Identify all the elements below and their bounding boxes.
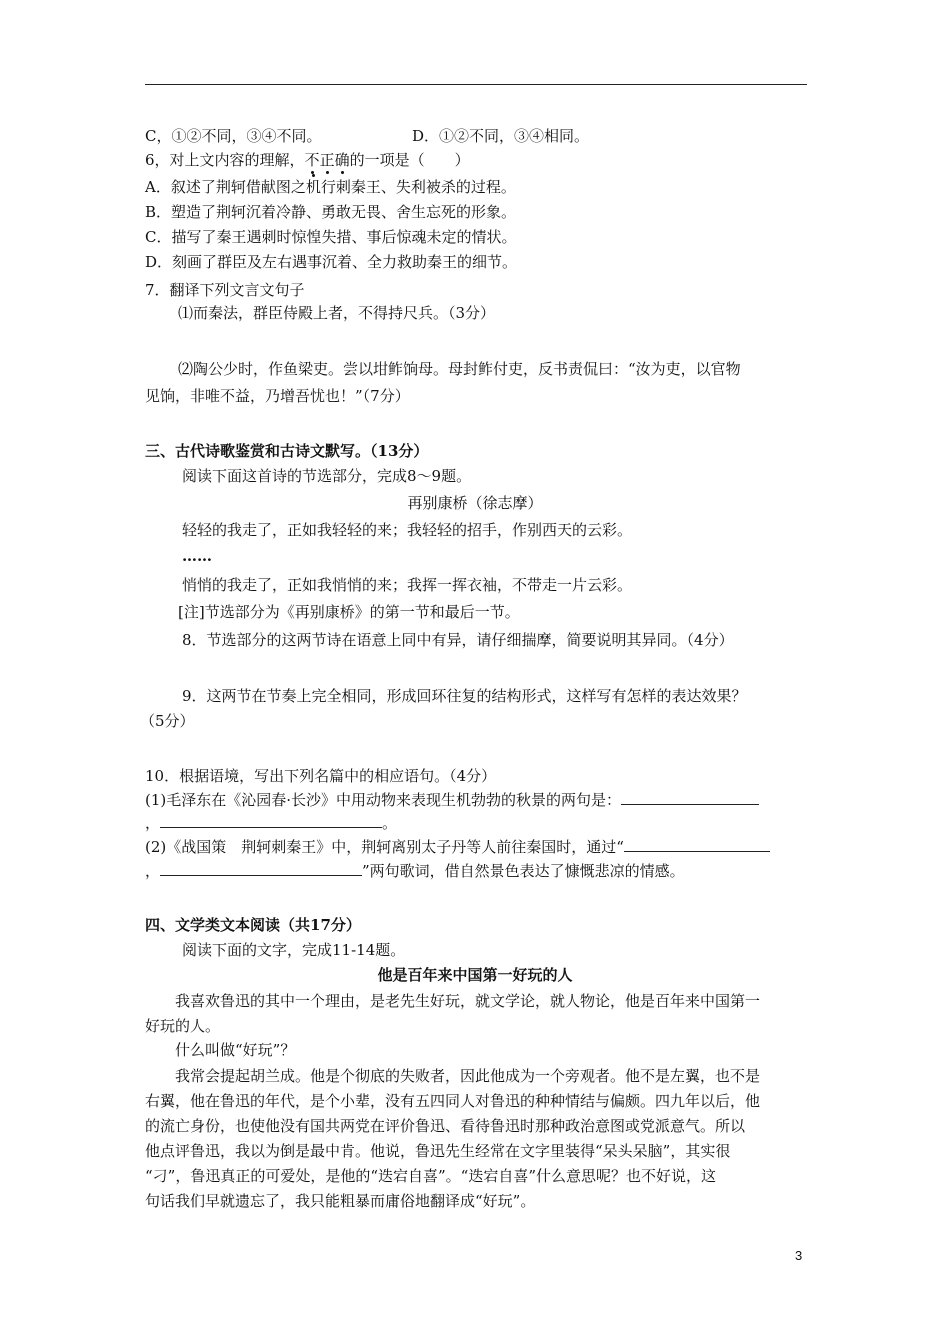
option-c: C，①②不同，③④不同。 xyxy=(145,127,322,145)
q6-option-a: A．叙述了荆轲借献图之机行刺秦王、失利被杀的过程。 xyxy=(145,178,516,196)
q10-item-2-cont: ， ”两句歌词，借自然景色表达了慷慨悲凉的情感。 xyxy=(145,862,685,880)
article-paragraph-3: 我常会提起胡兰成。他是个彻底的失败者，因此他成为一个旁观者。他不是左翼，也不是 xyxy=(175,1067,761,1085)
article-paragraph-2: 什么叫做“好玩”？ xyxy=(175,1041,296,1059)
q7-item-2-cont: 见饷，非唯不益，乃增吾忧也！”（7分） xyxy=(145,387,410,405)
section-3-instruction: 阅读下面这首诗的节选部分，完成8～9题。 xyxy=(182,467,472,485)
q6-option-c: C．描写了秦王遇刺时惊惶失措、事后惊魂未定的情状。 xyxy=(145,228,517,246)
poem-note: [注]节选部分为《再别康桥》的第一节和最后一节。 xyxy=(178,603,520,621)
question-9: 9．这两节在节奏上完全相同，形成回环往复的结构形式，这样写有怎样的表达效果？ xyxy=(182,687,747,705)
poem-line-1: 轻轻的我走了，正如我轻轻的来；我轻轻的招手，作别西天的云彩。 xyxy=(182,521,633,539)
section-4-heading: 四、文学类文本阅读（共17分） xyxy=(145,916,361,934)
q7-item-2: ⑵陶公少时，作鱼梁吏。尝以坩鲊饷母。母封鲊付吏，反书责侃曰：“汝为吏，以官物 xyxy=(178,360,741,378)
q6-option-d: D．刻画了群臣及左右遇事沉着、全力救助秦王的细节。 xyxy=(145,253,518,271)
poem-title: 再别康桥（徐志摩） xyxy=(407,494,543,512)
article-title: 他是百年来中国第一好玩的人 xyxy=(377,966,573,984)
article-paragraph-3-cont: 他点评鲁迅，我以为倒是最中肯。他说，鲁迅先生经常在文字里装得“呆头呆脑”，其实很 xyxy=(145,1142,731,1160)
article-paragraph-1-cont: 好玩的人。 xyxy=(145,1017,221,1035)
q6-option-b: B．塑造了荆轲沉着冷静、勇敢无畏、舍生忘死的形象。 xyxy=(145,203,517,221)
question-7: 7．翻译下列文言文句子 xyxy=(145,281,305,299)
q10-item-1: (1)毛泽东在《沁园春·长沙》中用动物来表现生机勃勃的秋景的两句是： xyxy=(145,790,759,810)
section-4-instruction: 阅读下面的文字，完成11-14题。 xyxy=(182,941,406,959)
option-d: D．①②不同，③④相同。 xyxy=(412,127,590,145)
answer-blank[interactable] xyxy=(621,790,759,805)
question-10: 10．根据语境，写出下列名篇中的相应语句。（4分） xyxy=(145,767,497,785)
q10-item-2: (2)《战国策 荆轲刺秦王》中，荆轲离别太子丹等人前往秦国时，通过“ xyxy=(145,837,770,857)
header-rule xyxy=(145,84,807,85)
article-paragraph-1: 我喜欢鲁迅的其中一个理由，是老先生好玩，就文学论，就人物论，他是百年来中国第一 xyxy=(175,992,761,1010)
article-paragraph-3-cont: 右翼，他在鲁迅的年代，是个小辈，没有五四同人对鲁迅的种种情结与偏颇。四九年以后，他 xyxy=(145,1092,761,1110)
poem-ellipsis: …… xyxy=(182,547,212,565)
article-paragraph-3-cont: 句话我们早就遗忘了，我只能粗暴而庸俗地翻译成“好玩”。 xyxy=(145,1192,536,1210)
question-6: 6，对上文内容的理解，不正确的一项是（ ） xyxy=(145,151,470,169)
page-number: 3 xyxy=(795,1248,803,1263)
answer-blank[interactable] xyxy=(160,813,382,828)
q7-item-1: ⑴而秦法，群臣侍殿上者，不得持尺兵。（3分） xyxy=(178,304,496,322)
question-8: 8．节选部分的这两节诗在语意上同中有异，请仔细揣摩，简要说明其异同。（4分） xyxy=(182,631,734,649)
poem-line-2: 悄悄的我走了，正如我悄悄的来；我挥一挥衣袖，不带走一片云彩。 xyxy=(182,576,633,594)
article-paragraph-3-cont: 的流亡身份，也使他没有国共两党在评价鲁迅、看待鲁迅时那种政治意图或党派意气。所以 xyxy=(145,1117,746,1135)
article-paragraph-3-cont: “刁”，鲁迅真正的可爱处，是他的“迭宕自喜”。“迭宕自喜”什么意思呢？也不好说，这 xyxy=(145,1167,717,1185)
answer-blank[interactable] xyxy=(624,837,770,852)
q10-item-1-cont: ， 。 xyxy=(145,814,398,832)
answer-blank[interactable] xyxy=(160,861,362,876)
question-9-points: （5分） xyxy=(140,712,195,730)
section-3-heading: 三、古代诗歌鉴赏和古诗文默写。（13分） xyxy=(145,442,429,460)
